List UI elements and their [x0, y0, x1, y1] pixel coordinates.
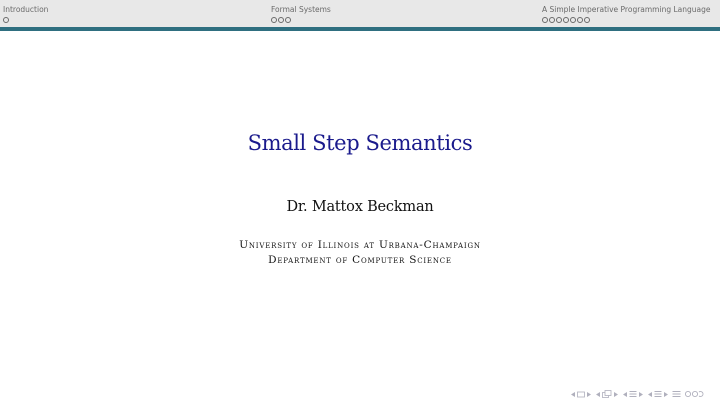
slide-dot[interactable] — [584, 17, 590, 23]
arrow-left-icon[interactable] — [595, 391, 601, 398]
subsection-list-icon — [654, 390, 662, 398]
arrow-right-icon[interactable] — [586, 391, 592, 398]
slide-dot[interactable] — [542, 17, 548, 23]
beamer-navigation-symbols — [570, 390, 704, 398]
arrow-right-icon[interactable] — [613, 391, 619, 398]
section-progress-dots — [3, 17, 48, 23]
section-icon — [629, 390, 637, 398]
section-navigation[interactable] — [622, 390, 644, 398]
subsection-navigation-2[interactable] — [647, 390, 669, 398]
slide-dot[interactable] — [556, 17, 562, 23]
section-progress-dots — [271, 17, 331, 23]
arrow-right-icon[interactable] — [638, 391, 644, 398]
slide-title: Small Step Semantics — [247, 131, 473, 155]
institute-department: Department of Computer Science — [268, 254, 452, 266]
header-accent-rule — [0, 27, 720, 31]
section-progress-dots — [542, 17, 711, 23]
subsection-navigation[interactable] — [595, 390, 619, 398]
arrow-left-icon[interactable] — [622, 391, 628, 398]
slide-dot[interactable] — [271, 17, 277, 23]
section-label-imperative-language[interactable]: A Simple Imperative Programming Language — [542, 5, 711, 14]
arrow-left-icon[interactable] — [570, 391, 576, 398]
institute-block — [0, 238, 720, 268]
slide-dot[interactable] — [285, 17, 291, 23]
section-label-introduction[interactable]: Introduction — [3, 5, 49, 14]
subsection-icon — [602, 390, 612, 398]
slide-dot[interactable] — [278, 17, 284, 23]
section-label-formal-systems[interactable]: Formal Systems — [271, 5, 331, 14]
frame-icon — [577, 391, 585, 398]
slide-dot[interactable] — [563, 17, 569, 23]
slide-dot[interactable] — [3, 17, 9, 23]
institute-university: University of Illinois at Urbana-Champaign — [239, 239, 481, 251]
slide-dot[interactable] — [577, 17, 583, 23]
section-introduction[interactable] — [3, 5, 48, 23]
slide-dot[interactable] — [549, 17, 555, 23]
frame-navigation[interactable] — [570, 391, 592, 398]
header-navigation-bar — [0, 0, 720, 27]
search-icon[interactable] — [684, 390, 704, 398]
arrow-right-icon[interactable] — [663, 391, 669, 398]
author-name: Dr. Mattox Beckman — [286, 199, 434, 215]
section-imperative-language[interactable] — [542, 5, 711, 23]
slide-dot[interactable] — [570, 17, 576, 23]
section-formal-systems[interactable] — [271, 5, 331, 23]
arrow-left-icon[interactable] — [647, 391, 653, 398]
document-icon[interactable] — [672, 390, 681, 398]
